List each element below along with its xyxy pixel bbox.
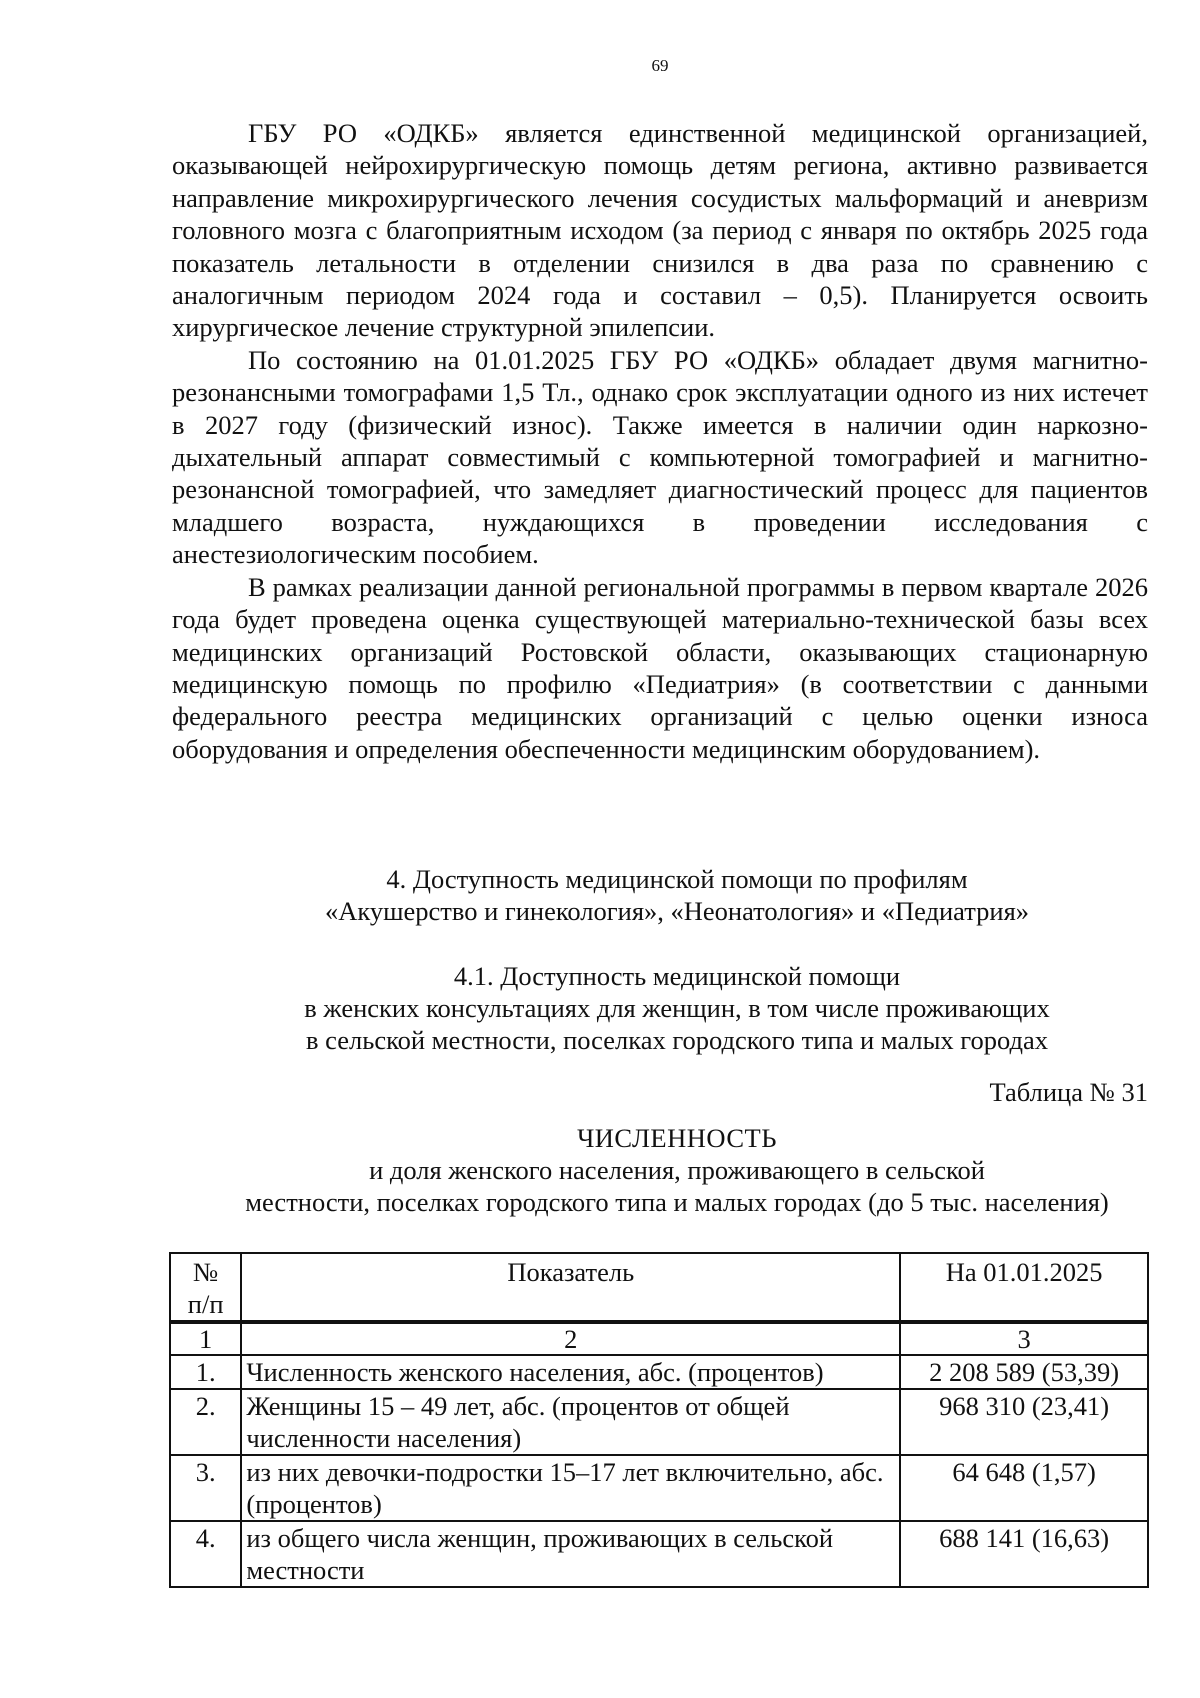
index-cell: 3 bbox=[900, 1322, 1148, 1355]
page-number: 69 bbox=[651, 56, 669, 75]
row-value-cell: 688 141 (16,63) bbox=[900, 1521, 1148, 1587]
section-4-1-heading-line-1: 4.1. Доступность медицинской помощи bbox=[453, 961, 901, 991]
header-number bbox=[170, 1253, 241, 1322]
table-header-row bbox=[170, 1253, 1148, 1322]
table-title-line-1: ЧИСЛЕННОСТЬ bbox=[577, 1123, 777, 1153]
table-row bbox=[170, 1389, 1148, 1455]
section-4-1-heading-line-3: в сельской местности, поселках городского типа и малых городах bbox=[306, 1025, 1048, 1055]
table-title bbox=[172, 1122, 1182, 1218]
paragraph-program-assessment: В рамках реализации данной региональной программы в первом квартале 2026 года будет проведена оценка существующей материально-технической базы всех медицинских организаций Ростовской области, оказывающих стационарную медицинскую помощь по профилю «Педиатрия» (в соответствии с данными федерального реестра медицинских организаций с целью оценки износа оборудования и определения обеспеченности медицинским оборудованием). bbox=[172, 571, 1148, 764]
table-number: Таблица № 31 bbox=[989, 1077, 1148, 1107]
row-number-cell: 3. bbox=[170, 1455, 241, 1521]
table-row bbox=[170, 1455, 1148, 1521]
row-indicator-cell: Численность женского населения, абс. (процентов) bbox=[241, 1355, 900, 1389]
paragraph-neurosurgery: ГБУ РО «ОДКБ» является единственной медицинской организацией, оказывающей нейрохирургическую помощь детям региона, активно развивается направление микрохирургического лечения сосудистых мальформаций и аневризм головного мозга с благоприятным исходом (за период с января по октябрь 2025 года показатель летальности в отделении снизился в два раза по сравнению с аналогичным периодом 2024 года и составил – 0,5). Планируется освоить хирургическое лечение структурной эпилепсии. bbox=[172, 118, 1148, 343]
population-table bbox=[169, 1252, 1149, 1588]
index-cell: 2 bbox=[241, 1322, 900, 1355]
header-value: На 01.01.2025 bbox=[900, 1253, 1148, 1322]
section-4-heading-line-2: «Акушерство и гинекология», «Неонатология» и «Педиатрия» bbox=[324, 896, 1030, 926]
section-4-1-heading bbox=[172, 960, 1182, 1056]
section-4-1-heading-line-2: в женских консультациях для женщин, в том числе проживающих bbox=[304, 993, 1050, 1023]
row-indicator-cell: из общего числа женщин, проживающих в сельской местности bbox=[241, 1521, 900, 1587]
row-value-cell: 64 648 (1,57) bbox=[900, 1455, 1148, 1521]
header-indicator: Показатель bbox=[241, 1253, 900, 1322]
index-cell: 1 bbox=[170, 1322, 241, 1355]
row-number-cell: 1. bbox=[170, 1355, 241, 1389]
body-text bbox=[172, 117, 1148, 765]
table-index-row bbox=[170, 1322, 1148, 1355]
header-number-line-1: № bbox=[193, 1257, 219, 1287]
table-title-line-3: местности, поселках городского типа и малых городах (до 5 тыс. населения) bbox=[245, 1187, 1109, 1217]
section-4-heading-line-1: 4. Доступность медицинской помощи по профилям bbox=[386, 864, 968, 894]
paragraph-mri-equipment: По состоянию на 01.01.2025 ГБУ РО «ОДКБ» обладает двумя магнитно-резонансными томографами 1,5 Тл., однако срок эксплуатации одного из них истечет в 2027 году (физический износ). Также имеется в наличии один наркозно-дыхательный аппарат совместимый с компьютерной томографией и магнитно-резонансной томографией, что замедляет диагностический процесс для пациентов младшего возраста, нуждающихся в проведении исследования с анестезиологическим пособием. bbox=[172, 344, 1148, 570]
table-title-line-2: и доля женского населения, проживающего в сельской bbox=[369, 1155, 985, 1185]
header-number-line-2: п/п bbox=[187, 1289, 224, 1319]
section-4-heading bbox=[172, 863, 1182, 927]
row-number-cell: 2. bbox=[170, 1389, 241, 1455]
row-number-cell: 4. bbox=[170, 1521, 241, 1587]
row-indicator-cell: из них девочки-подростки 15–17 лет включительно, абс. (процентов) bbox=[241, 1455, 900, 1521]
table-row bbox=[170, 1355, 1148, 1389]
row-value-cell: 2 208 589 (53,39) bbox=[900, 1355, 1148, 1389]
table-row bbox=[170, 1521, 1148, 1587]
row-indicator-cell: Женщины 15 – 49 лет, абс. (процентов от общей численности населения) bbox=[241, 1389, 900, 1455]
row-value-cell: 968 310 (23,41) bbox=[900, 1389, 1148, 1455]
